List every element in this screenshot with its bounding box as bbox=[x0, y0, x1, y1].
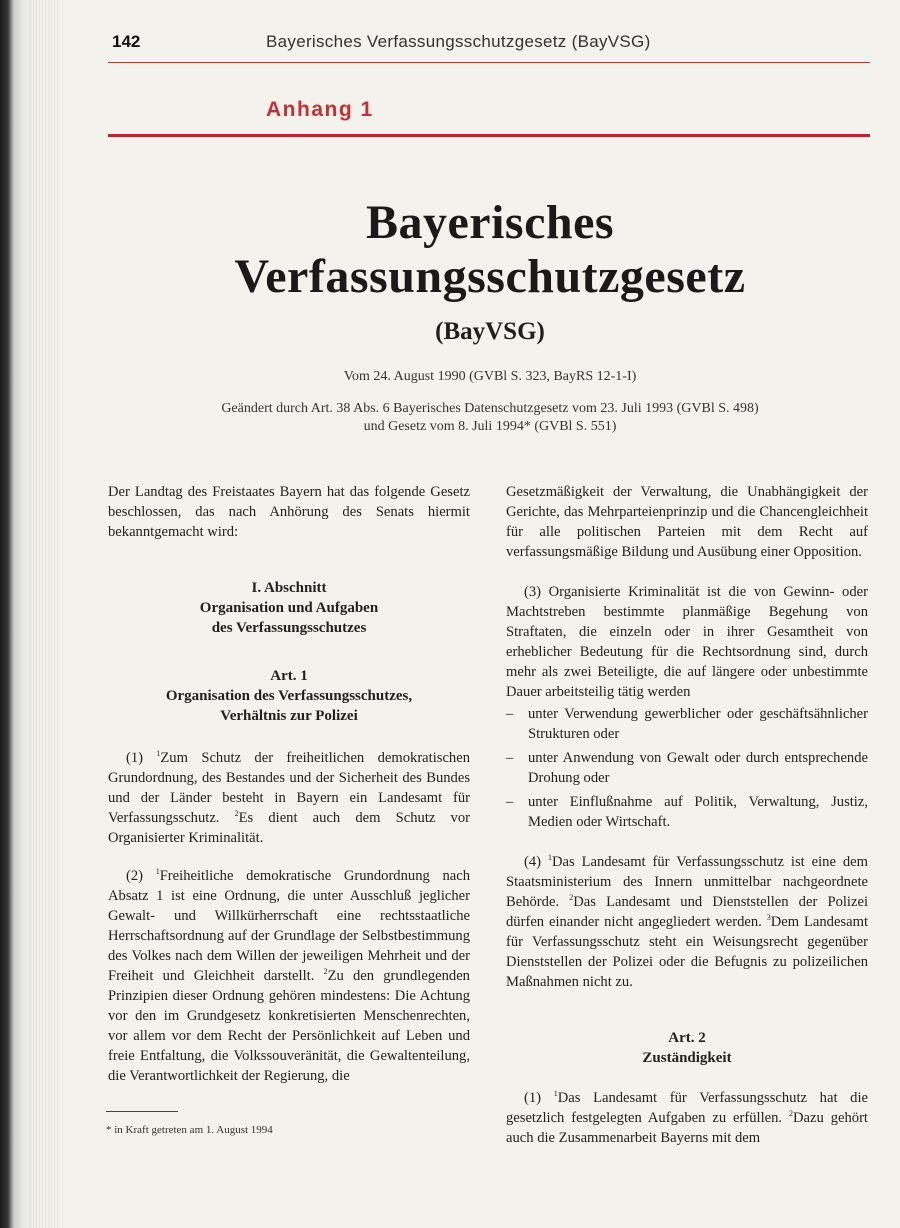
sentence-mark: 2 bbox=[569, 893, 574, 903]
list-item: – unter Einflußnahme auf Politik, Verwaltung, Justiz, Medien oder Wirtschaft. bbox=[506, 792, 868, 832]
art1-paragraph-2 bbox=[108, 866, 470, 1086]
preamble: Der Landtag des Freistaates Bayern hat das folgende Gesetz beschlossen, das nach Anhörung des Senats hiermit bekanntgemacht wird: bbox=[108, 484, 470, 540]
sentence-text: Das Landesamt und Dienststellen der Polizei dürfen einander nicht angegliedert werden. bbox=[506, 894, 868, 930]
page-number: 142 bbox=[112, 32, 141, 51]
sentence-mark: 1 bbox=[155, 867, 160, 877]
sentence-text: Dazu gehört auch die Zusammenarbeit Bayerns mit dem bbox=[506, 1110, 868, 1146]
article-2-title: Zuständigkeit bbox=[642, 1050, 732, 1066]
sentence-text: Freiheitliche demokratische Grundordnung nach Absatz 1 ist eine Ordnung, die unter Ausschluß jeglicher Gewalt- und Willkürherrschaft eine rechtsstaatliche Herrschaftsordnung auf der Grundlage der Selbstbestimmung des Volkes nach dem Willen der jeweiligen Mehrheit und der Freiheit und Gleichheit darstellt. bbox=[108, 868, 470, 984]
sentence-mark: 1 bbox=[547, 853, 552, 863]
sentence-text: Das Landesamt für Verfassungsschutz ist eine dem Staatsministerium des Innern unmittelbar nachgeordnete Behörde. bbox=[506, 854, 868, 910]
sentence-text: Zu den grundlegenden Prinzipien dieser Ordnung gehören mindestens: Die Achtung vor den im Grundgesetz konkretisierten Menschenrechten, vor allem vor dem Recht der Persönlichkeit auf Leben und freie Entfaltung, die Volkssouveränität, die Gewaltenteilung, die Verantwortlichkeit der Regierung, die bbox=[108, 968, 470, 1084]
paragraph-number: (1) bbox=[126, 750, 157, 766]
right-column bbox=[506, 482, 868, 1148]
list-item: – unter Anwendung von Gewalt oder durch entsprechende Drohung oder bbox=[506, 748, 868, 788]
list-item: – unter Verwendung gewerblicher oder geschäftsähnlicher Strukturen oder bbox=[506, 704, 868, 744]
article-1-heading bbox=[108, 666, 470, 726]
sentence-mark: 2 bbox=[234, 809, 239, 819]
paragraph-number: (4) bbox=[524, 854, 548, 870]
paragraph-number: (2) bbox=[126, 868, 156, 884]
annex-rule bbox=[108, 134, 870, 137]
sentence-text: Es dient auch dem Schutz vor Organisierter Kriminalität. bbox=[108, 810, 470, 846]
paragraph-number: (1) bbox=[524, 1090, 554, 1106]
book-binding-edge bbox=[0, 0, 72, 1228]
article-2-number: Art. 2 bbox=[668, 1030, 706, 1046]
section-heading bbox=[108, 578, 470, 638]
law-title-line-1: Bayerisches bbox=[365, 196, 615, 249]
criteria-list bbox=[506, 704, 868, 832]
sentence-mark: 3 bbox=[766, 913, 771, 923]
art1-paragraph-4 bbox=[506, 852, 868, 992]
art2-paragraph-1 bbox=[506, 1088, 868, 1148]
sentence-text: Dem Landesamt für Verfassungsschutz steht ein Weisungsrecht gegenüber Dienststellen der Polizei oder die Befugnis zu polizeilichen Maßnahmen nicht zu. bbox=[506, 914, 868, 990]
sentence-mark: 1 bbox=[553, 1089, 558, 1099]
art1-paragraph-2-continued: Gesetzmäßigkeit der Verwaltung, die Unabhängigkeit der Gerichte, das Mehrparteienprinzip und die Chancengleichheit für alle politischen Parteien mit dem Recht auf verfassungsmäßige Bildung und Ausübung einer Opposition. bbox=[506, 484, 868, 560]
sentence-text: Das Landesamt für Verfassungsschutz hat die gesetzlich festgelegten Aufgaben zu erfüllen. bbox=[506, 1090, 869, 1126]
sentence-mark: 2 bbox=[323, 967, 328, 977]
annex-label: Anhang 1 bbox=[266, 98, 374, 121]
sentence-mark: 2 bbox=[788, 1109, 793, 1119]
law-abbreviation: (BayVSG) bbox=[435, 318, 545, 345]
article-1-title-1: Organisation des Verfassungsschutzes, bbox=[165, 688, 413, 704]
law-title bbox=[150, 196, 830, 304]
section-title-1: Organisation und Aufgaben bbox=[199, 600, 379, 616]
section-number: I. Abschnitt bbox=[251, 580, 327, 596]
section-title-2: des Verfassungsschutzes bbox=[211, 620, 367, 636]
article-2-heading bbox=[506, 1028, 868, 1068]
law-title-line-2: Verfassungsschutzgesetz bbox=[234, 250, 746, 303]
art1-paragraph-1 bbox=[108, 748, 470, 848]
amendment-line-2: und Gesetz vom 8. Juli 1994* (GVBl S. 551) bbox=[363, 419, 617, 434]
footnote: * in Kraft getreten am 1. August 1994 bbox=[106, 1124, 273, 1136]
art1-paragraph-3: (3) Organisierte Kriminalität ist die von Gewinn- oder Machtstreben bestimmte planmäßige Begehung von Straftaten, die einzeln oder in ihrer Gesamtheit von erheblicher Bedeutung für die Rechtsordnung sind, durch mehr als zwei Beteiligte, die auf längere oder unbestimmte Dauer arbeitsteilig tätig werden bbox=[506, 584, 868, 700]
promulgation-date: Vom 24. August 1990 (GVBl S. 323, BayRS 12-1-I) bbox=[343, 369, 637, 384]
article-1-number: Art. 1 bbox=[270, 668, 308, 684]
sentence-mark: 1 bbox=[156, 749, 161, 759]
running-title: Bayerisches Verfassungsschutzgesetz (BayVSG) bbox=[266, 32, 651, 51]
footnote-rule bbox=[106, 1111, 178, 1112]
left-column bbox=[108, 482, 470, 1086]
amendment-line-1: Geändert durch Art. 38 Abs. 6 Bayerisches Datenschutzgesetz vom 23. Juli 1993 (GVBl S. 498) bbox=[221, 401, 759, 416]
sentence-text: Zum Schutz der freiheitlichen demokratischen Grundordnung, des Bestandes und der Sicherheit des Bundes und der Länder besteht in Bayern ein Landesamt für Verfassungsschutz. bbox=[108, 750, 470, 826]
article-1-title-2: Verhältnis zur Polizei bbox=[220, 708, 358, 724]
header-rule bbox=[108, 62, 870, 63]
